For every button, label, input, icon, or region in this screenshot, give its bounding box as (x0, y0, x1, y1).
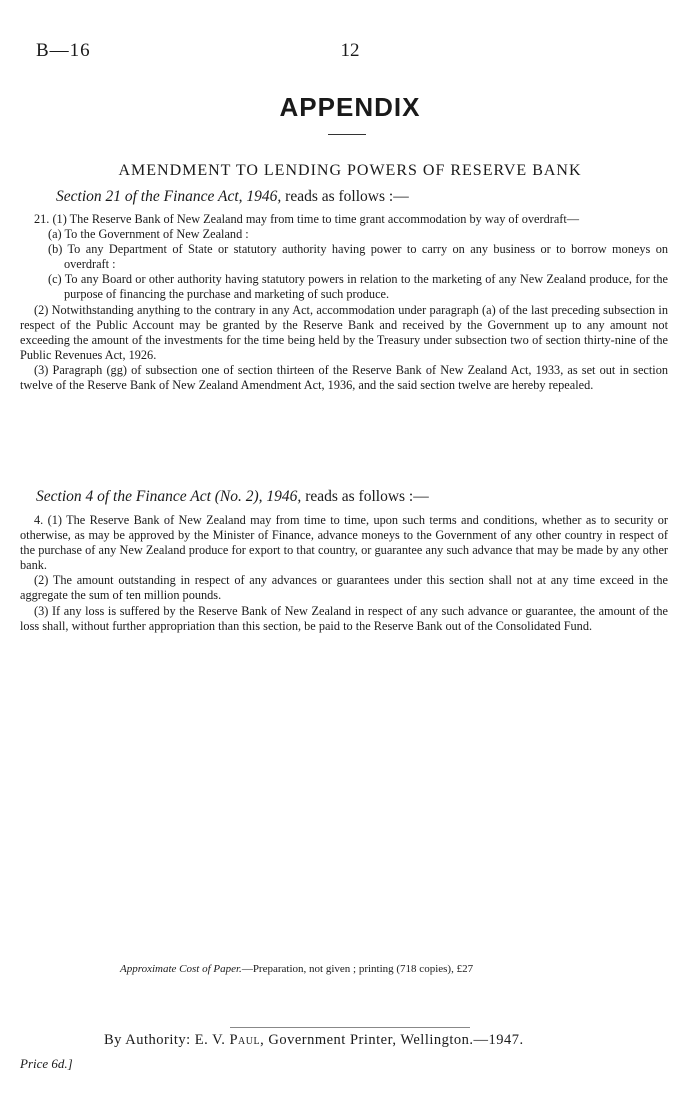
section-4-heading (36, 488, 429, 506)
section-21-heading-tail: reads as follows :— (281, 188, 409, 205)
page-title: APPENDIX (279, 92, 421, 122)
subtitle: AMENDMENT TO LENDING POWERS OF RESERVE BANK (118, 162, 582, 179)
page-number: 12 (340, 40, 360, 61)
authority-suffix: , Government Printer, Wellington.—1947. (260, 1032, 524, 1048)
document-reference: B—16 (36, 40, 91, 61)
section-4-body (20, 513, 668, 634)
section-4-paragraph-1: 4. (1) The Reserve Bank of New Zealand may from time to time, upon such terms and conditions, whether as to security or otherwise, as may be approved by the Minister of Finance, advance moneys to the Government of any other country in respect of the purchase of any New Zealand produce for export to that country, or guarantee any such advance that may be made by any other bank. (20, 513, 668, 573)
cost-footnote (120, 963, 473, 975)
price: Price 6d.] (20, 1056, 73, 1071)
section-4-paragraph-3: (3) If any loss is suffered by the Reserve Bank of New Zealand in respect of any such advance or guarantee, the amount of the loss shall, without further appropriation than this section, be paid to the Reserve Bank out of the Consolidated Fund. (20, 603, 668, 633)
section-21-paragraph-2: (2) Notwithstanding anything to the contrary in any Act, accommodation under paragraph (a) of the last preceding subsection in respect of the Public Account may be granted by the Reserve Bank and received by the Government up to any amount not exceeding the amount of the investments for the time being held by the Treasury under subsection two of section thirty-nine of the Public Revenues Act, 1926. (20, 302, 668, 362)
section-4-heading-citation: Section 4 of the Finance Act (No. 2), 1946, (36, 488, 302, 505)
section-21-item-c: (c) To any Board or other authority having statutory powers in relation to the marketing of any New Zealand produce, for the purpose of financing the purchase and marketing of such produce. (48, 272, 668, 302)
printer-surname: Paul (229, 1032, 261, 1048)
title-divider (328, 134, 366, 135)
section-4-paragraph-2: (2) The amount outstanding in respect of any advances or guarantees under this section shall not at any time exceed in the aggregate the sum of ten million pounds. (20, 573, 668, 603)
section-21-heading-citation: Section 21 of the Finance Act, 1946, (56, 188, 282, 205)
section-21-item-b: (b) To any Department of State or statutory authority having power to carry on any business or to borrow moneys on overdraft : (48, 242, 668, 272)
authority-prefix: By Authority: E. V. (104, 1032, 230, 1048)
authority-divider (230, 1027, 470, 1028)
printer-authority (104, 1032, 524, 1049)
section-21-paragraph-1: 21. (1) The Reserve Bank of New Zealand may from time to time grant accommodation by way of overdraft— (34, 212, 580, 226)
section-21-body (20, 212, 668, 393)
cost-footnote-text: —Preparation, not given ; printing (718 copies), £27 (241, 963, 474, 975)
section-21-paragraph-3: (3) Paragraph (gg) of subsection one of section thirteen of the Reserve Bank of New Zealand Act, 1933, as set out in section twelve of the Reserve Bank of New Zealand Amendment Act, 1936, and the said section twelve are hereby repealed. (20, 362, 668, 393)
cost-footnote-label: Approximate Cost of Paper. (120, 963, 242, 975)
section-21-heading (56, 188, 409, 206)
section-4-heading-tail: reads as follows :— (301, 488, 429, 505)
section-21-item-a: (a) To the Government of New Zealand : (48, 227, 249, 242)
